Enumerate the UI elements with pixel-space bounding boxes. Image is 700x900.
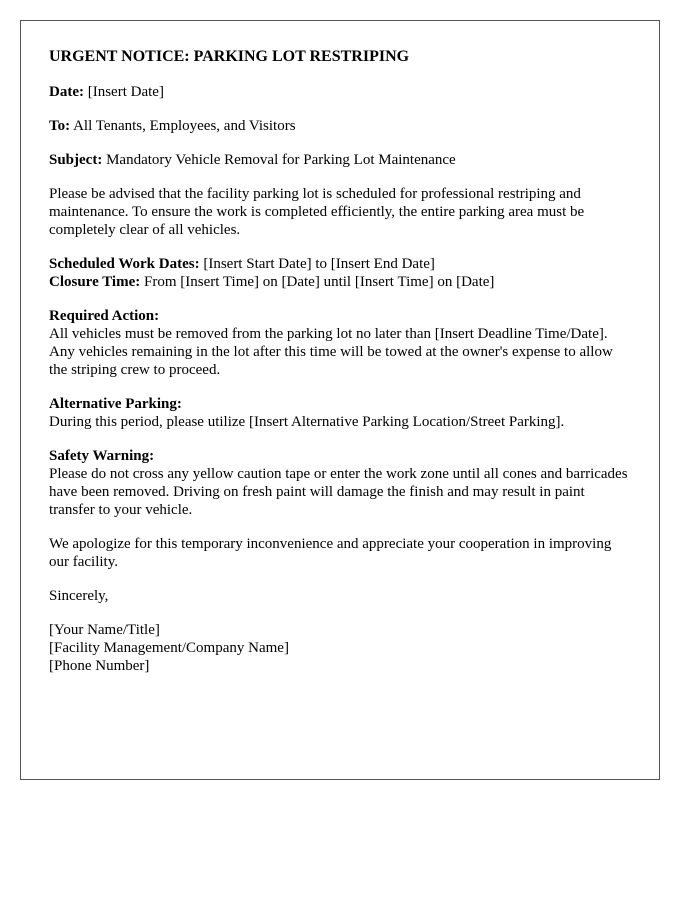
alternative-parking-text: During this period, please utilize [Insert Alternative Parking Location/Street Parking].: [49, 414, 565, 430]
work-dates-label: Scheduled Work Dates:: [49, 256, 200, 272]
required-action-text: All vehicles must be removed from the parking lot no later than [Insert Deadline Time/Date]. Any vehicles remaining in the lot after this time will be towed at the owner's expense to allow the striping crew to proceed.: [49, 326, 613, 378]
intro-paragraph: Please be advised that the facility parking lot is scheduled for professional restriping and maintenance. To ensure the work is completed efficiently, the entire parking area must be completely clear of all vehicles.: [49, 186, 585, 238]
to-line: [49, 117, 631, 135]
closing-line: Sincerely,: [49, 588, 109, 604]
signature-phone: [Phone Number]: [49, 658, 150, 674]
alternative-parking-heading: Alternative Parking:: [49, 396, 182, 412]
subject-value: Mandatory Vehicle Removal for Parking Lot Maintenance: [106, 152, 456, 168]
closure-time-value: From [Insert Time] on [Date] until [Insert Time] on [Date]: [144, 274, 495, 290]
date-line: [49, 83, 631, 101]
work-dates-value: [Insert Start Date] to [Insert End Date]: [203, 256, 435, 272]
signature-block: [49, 621, 631, 675]
date-label: Date:: [49, 84, 84, 100]
safety-warning-heading: Safety Warning:: [49, 448, 155, 464]
signature-name: [Your Name/Title]: [49, 622, 160, 638]
schedule-block: [49, 255, 631, 291]
safety-warning-block: [49, 447, 631, 519]
alternative-parking-block: [49, 395, 631, 431]
to-value: All Tenants, Employees, and Visitors: [73, 118, 296, 134]
apology-paragraph: We apologize for this temporary inconvenience and appreciate your cooperation in improving our facility.: [49, 536, 612, 570]
safety-warning-text: Please do not cross any yellow caution tape or enter the work zone until all cones and barricades have been removed. Driving on fresh paint will damage the finish and may result in paint transfer to your vehicle.: [49, 466, 628, 518]
closure-time-line: [49, 273, 631, 291]
signature-company: [Facility Management/Company Name]: [49, 640, 289, 656]
notice-document: [20, 20, 660, 780]
to-label: To:: [49, 118, 71, 134]
closure-time-label: Closure Time:: [49, 274, 141, 290]
subject-line: [49, 151, 631, 169]
required-action-heading: Required Action:: [49, 308, 160, 324]
date-value: [Insert Date]: [87, 84, 164, 100]
subject-label: Subject:: [49, 152, 103, 168]
required-action-block: [49, 307, 631, 379]
notice-title: URGENT NOTICE: PARKING LOT RESTRIPING: [49, 48, 410, 65]
work-dates-line: [49, 255, 631, 273]
